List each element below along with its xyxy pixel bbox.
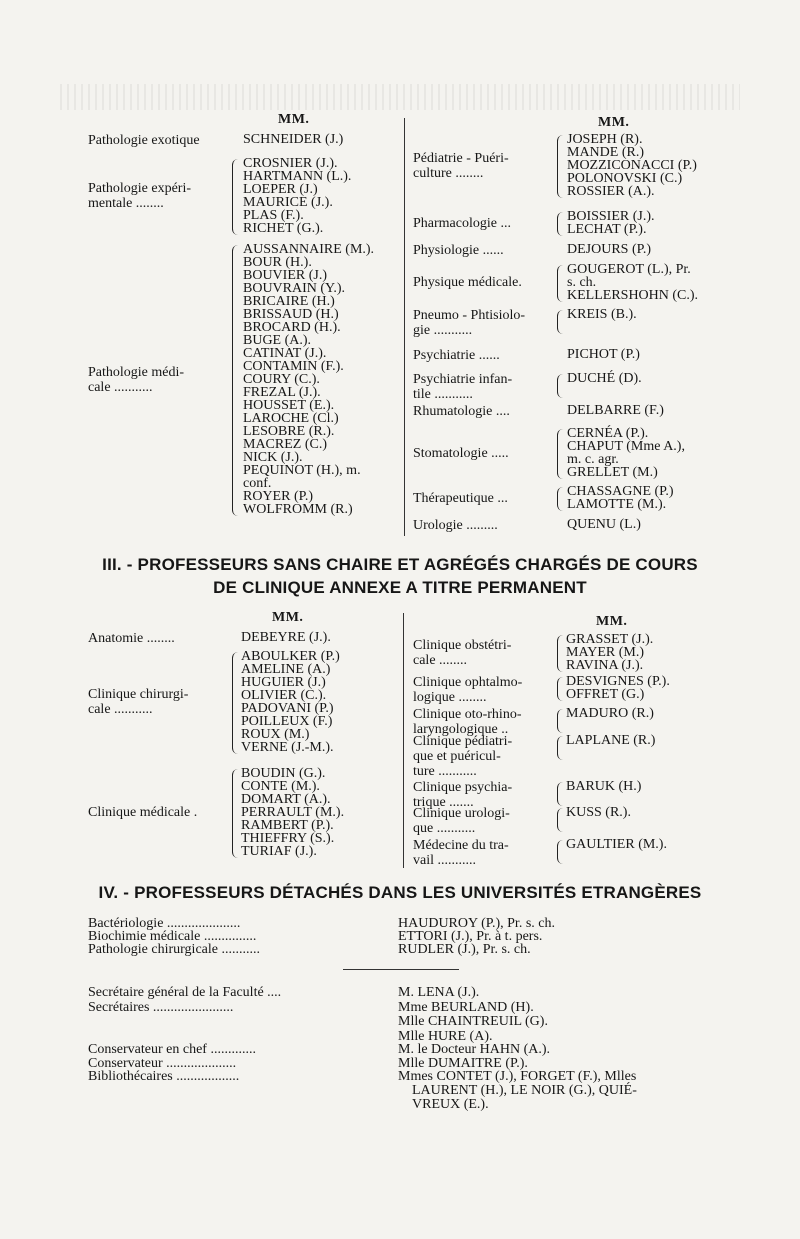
bracket [232,159,239,235]
discipline-label: Psychiatrie infan- [413,372,513,387]
professor-name: NICK (J.). [243,450,303,465]
professor-name: MOZZICONACCI (P.) [567,158,697,173]
professor-name: CHAPUT (Mme A.), [567,439,685,454]
staff-name: LAURENT (H.), LE NOIR (G.), QUIÉ- [412,1083,637,1098]
professor-name: RAVINA (J.). [566,658,644,673]
professor-name: BOUVRAIN (Y.). [243,281,346,296]
bracket [557,736,564,760]
discipline-label: Pneumo - Phtisiolo- [413,308,526,323]
professor-name: OFFRET (G.) [566,687,645,702]
discipline-label: ture ........... [413,764,477,779]
bracket [232,245,239,516]
professor-name: JOSEPH (R). [567,132,643,147]
professor-name: FREZAL (J.). [243,385,321,400]
staff-name: M. le Docteur HAHN (A.). [398,1042,551,1057]
discipline-label: Thérapeutique ... [413,490,508,506]
discipline-label: vail ........... [413,853,476,868]
discipline-label: cale ........... [88,379,153,395]
staff-role: Conservateur en chef ............. [88,1042,256,1057]
professor-name: HOUSSET (E.). [243,398,335,413]
professor-name: s. ch. [567,275,597,290]
professor-name: RAMBERT (P.). [241,818,334,833]
staff-role: Secrétaire général de la Faculté .... [88,985,282,1000]
discipline-label: Pharmacologie ... [413,215,511,231]
professor-name: WOLFROMM (R.) [243,502,353,517]
professor-name: POLONOVSKI (C.) [567,171,683,186]
professor-name: BOUVIER (J.) [243,268,327,283]
bracket [557,808,564,832]
professor-name: LOEPER (J.) [243,182,318,197]
section-title: IV. - PROFESSEURS DÉTACHÉS DANS LES UNIVERSITÉS ETRANGÈRES [98,883,702,902]
bracket [557,487,564,511]
professor-name: GRASSET (J.). [566,632,654,647]
professor-name: DUCHÉ (D). [567,371,642,386]
bracket [557,635,564,672]
discipline-label: que et puéricul- [413,749,501,764]
discipline-label: Clinique ophtalmo- [413,675,523,690]
discipline-label: laryngologique .. [413,722,509,737]
discipline-label: Pathologie expéri- [88,181,192,196]
professor-name: MAYER (M.) [566,645,645,660]
professor-name: BARUK (H.) [566,779,642,794]
professor-name: PERRAULT (M.). [241,805,345,820]
professor-name: AUSSANNAIRE (M.). [243,242,375,257]
discipline-label: Urologie ......... [413,518,498,533]
staff-role: Secrétaires ....................... [88,1000,234,1015]
staff-name: Mmes CONTET (J.), FORGET (F.), Mlles [398,1069,637,1084]
professor-name: GOUGEROT (L.), Pr. [567,262,691,277]
professor-name: BUGE (A.). [243,333,312,348]
professor-name: BRISSAUD (H.) [243,307,339,322]
professor-name: GAULTIER (M.). [566,837,667,852]
discipline-label: Médecine du tra- [413,838,509,853]
staff-name: M. LENA (J.). [398,985,480,1000]
staff-name: VREUX (E.). [412,1097,489,1112]
bracket [557,840,564,864]
discipline-label: que ........... [413,821,476,836]
discipline-label: Physique médicale. [413,275,522,290]
discipline-label: logique ........ [413,690,487,705]
professor-name: VERNE (J.-M.). [241,740,334,755]
professor-name: MANDE (R.) [567,145,644,160]
column-header: MM. [596,614,628,629]
professor-name: PICHOT (P.) [567,347,640,362]
professor-name: CONTAMIN (F.). [243,359,344,374]
staff-role: Bibliothécaires .................. [88,1069,240,1084]
bracket [557,677,564,701]
professor-name: MAURICE (J.). [243,195,333,210]
discipline-label: Rhumatologie .... [413,404,510,419]
professor-name: BOUDIN (G.). [241,766,326,781]
professor-name: ROUX (M.) [241,727,310,742]
bracket [557,374,564,398]
professor-name: GRELLET (M.) [567,465,658,480]
professor-name: LECHAT (P.). [567,222,647,237]
professor-name: ABOULKER (P.) [241,649,340,664]
professor-name: COURY (C.). [243,372,320,387]
bracket [557,429,564,479]
staff-role: Conservateur .................... [88,1056,237,1071]
staff-name: Mlle CHAINTREUIL (G). [398,1014,548,1029]
professor-name: PEQUINOT (H.), m. [243,463,361,478]
professor-name: LAPLANE (R.) [566,733,656,748]
professor-name: PADOVANI (P.) [241,701,334,716]
professor-name: HUGUIER (J.) [241,675,326,690]
staff-name: Mlle DUMAITRE (P.). [398,1056,528,1071]
discipline-label: mentale ........ [88,196,164,211]
column-divider [403,613,404,868]
bracket [557,310,564,334]
professor-name: MADURO (R.) [566,706,654,721]
professor-name: BOISSIER (J.). [567,209,655,224]
discipline-label: Pathologie chirurgicale ........... [88,942,260,957]
professor-name: OLIVIER (C.). [241,688,327,703]
discipline-label: Physiologie ...... [413,243,504,258]
staff-name: Mme BEURLAND (H). [398,1000,534,1015]
discipline-label: Clinique urologi- [413,806,510,821]
discipline-label: Clinique pédiatri- [413,734,513,749]
column-header: MM. [278,112,310,127]
scan-noise [60,84,740,110]
discipline-label: Pédiatrie - Puéri- [413,150,509,166]
professor-name: m. c. agr. [567,452,619,467]
discipline-label: trique ....... [413,795,474,810]
professor-name: LESOBRE (R.). [243,424,335,439]
bracket [232,652,239,754]
staff-name: Mlle HURE (A). [398,1029,493,1044]
discipline-label: Biochimie médicale ............... [88,929,257,944]
column-header: MM. [598,115,630,130]
bracket [557,135,564,198]
professor-name: BRICAIRE (H.) [243,294,335,309]
discipline-label: culture ........ [413,165,484,181]
discipline-label: Clinique obstétri- [413,637,512,653]
bracket [232,769,239,858]
professor-name: CATINAT (J.). [243,346,327,361]
professor-name: DOMART (A.). [241,792,331,807]
bracket [557,265,564,302]
discipline-label: Psychiatrie ...... [413,348,500,363]
discipline-label: Pathologie exotique [88,133,200,148]
discipline-label: Clinique chirurgi- [88,687,189,702]
discipline-label: gie ........... [413,323,473,338]
professor-name: AMELINE (A.) [241,662,331,677]
professor-name: DEJOURS (P.) [567,242,652,257]
professor-name: PLAS (F.). [243,208,304,223]
discipline-label: cale ........ [413,652,468,668]
professor-name: RICHET (G.). [243,221,324,236]
bracket [557,782,564,806]
professor-name: RUDLER (J.), Pr. s. ch. [398,942,531,957]
professor-name: DESVIGNES (P.). [566,674,670,689]
professor-name: LAMOTTE (M.). [567,497,667,512]
discipline-label: Anatomie ........ [88,631,175,646]
discipline-label: Clinique psychia- [413,780,513,795]
professor-name: KELLERSHOHN (C.). [567,288,699,303]
column-header: MM. [272,610,304,625]
professor-name: conf. [243,476,272,491]
professor-name: CERNÉA (P.). [567,426,649,441]
discipline-label: cale ........... [88,702,153,717]
section-title: III. - PROFESSEURS SANS CHAIRE ET AGRÉGÉS CHARGÉS DE COURS [102,555,698,574]
professor-name: TURIAF (J.). [241,844,317,859]
separator-rule [343,969,459,970]
professor-name: BROCARD (H.). [243,320,341,335]
discipline-label: Stomatologie ..... [413,445,509,461]
professor-name: MACREZ (C.) [243,437,327,452]
professor-name: HAUDUROY (P.), Pr. s. ch. [398,916,555,931]
professor-name: THIEFFRY (S.). [241,831,335,846]
professor-name: ROYER (P.) [243,489,314,504]
bracket [557,212,564,236]
section-title: DE CLINIQUE ANNEXE A TITRE PERMANENT [213,578,587,597]
discipline-label: Clinique oto-rhino- [413,707,522,722]
professor-name: DEBEYRE (J.). [241,630,331,645]
professor-name: BOUR (H.). [243,255,312,270]
column-divider [404,118,405,536]
professor-name: ROSSIER (A.). [567,184,655,199]
professor-name: CROSNIER (J.). [243,156,338,171]
bracket [557,709,564,733]
professor-name: QUENU (L.) [567,517,641,532]
discipline-label: tile ........... [413,387,473,402]
professor-name: POILLEUX (F.) [241,714,333,729]
professor-name: KUSS (R.). [566,805,631,820]
discipline-label: Bactériologie ..................... [88,916,241,931]
professor-name: SCHNEIDER (J.) [243,132,344,147]
professor-name: CONTE (M.). [241,779,320,794]
professor-name: ETTORI (J.), Pr. à t. pers. [398,929,543,944]
professor-name: CHASSAGNE (P.) [567,484,674,499]
professor-name: HARTMANN (L.). [243,169,352,184]
discipline-label: Clinique médicale . [88,805,198,820]
professor-name: KREIS (B.). [567,307,637,322]
discipline-label: Pathologie médi- [88,364,185,380]
professor-name: LAROCHE (Cl.) [243,411,339,426]
professor-name: DELBARRE (F.) [567,403,664,418]
